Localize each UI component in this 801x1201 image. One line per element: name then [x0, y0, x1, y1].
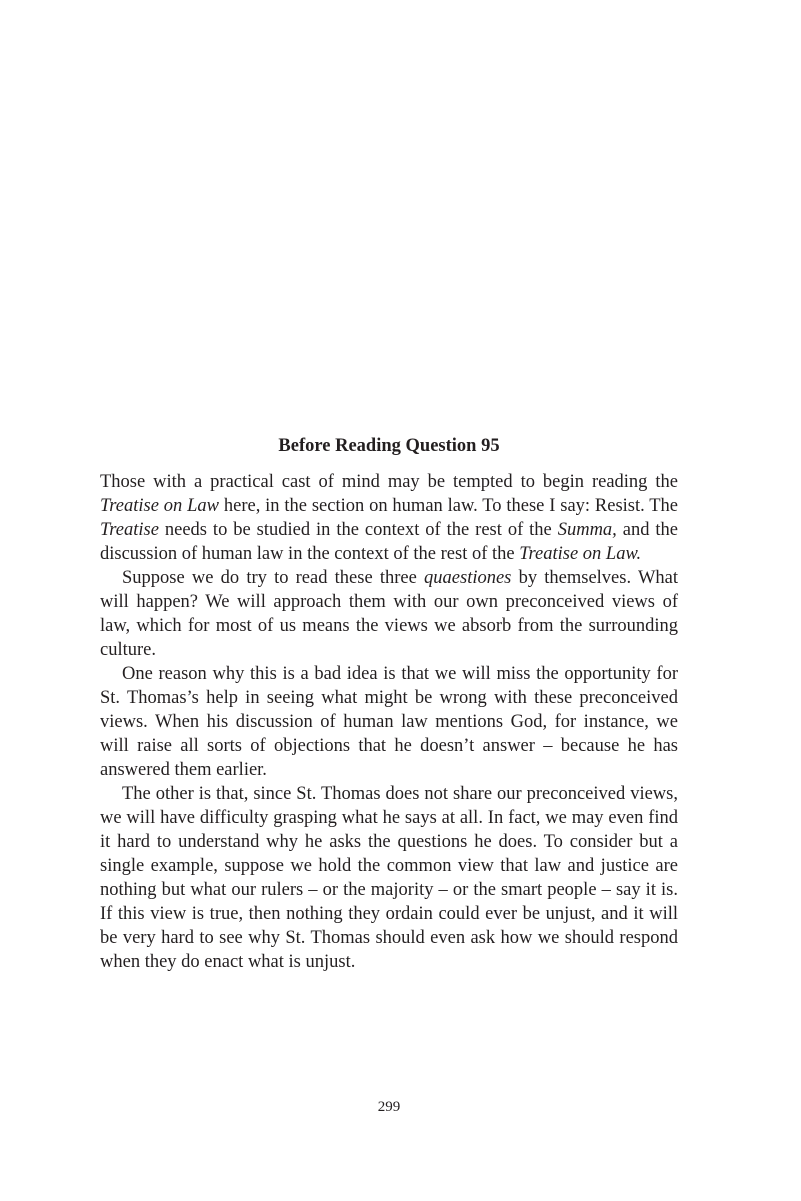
paragraph-1	[100, 470, 678, 566]
page-number: 299	[377, 1099, 401, 1115]
text-run: Suppose we do try to read these three	[122, 568, 425, 588]
italic-run: quaestiones	[424, 568, 512, 588]
section-heading: Before Reading Question 95	[278, 436, 500, 456]
body-text	[100, 470, 678, 974]
text-run: Those with a practical cast of mind may be tempted to begin reading the	[100, 472, 678, 492]
text-run: The other is that, since St. Thomas does not share our preconceived views, we will have difficulty grasping what he says at all. In fact, we may even find it hard to understand why he asks the questions he does. To consider but a single example, suppose we hold the common view that law and justice are nothing but what our rulers – or the majority – or the smart people – say it is. If this view is true, then nothing they ordain could ever be unjust, and it will be very hard to see why St. Thomas should even ask how we should respond when they do enact what is unjust.	[100, 784, 678, 972]
italic-run: Summa,	[557, 520, 617, 540]
paragraph-2	[100, 566, 678, 662]
italic-run: Treatise	[100, 520, 159, 540]
paragraph-4	[100, 782, 678, 974]
paragraph-3	[100, 662, 678, 782]
text-run: here, in the section on human law. To these I say: Resist. The	[219, 496, 679, 516]
text-run: needs to be studied in the context of the rest of the	[158, 520, 558, 540]
text-run: and the discussion of human law in the context of the rest of the	[100, 520, 678, 564]
text-run: by themselves. What will happen? We will approach them with our own preconceived views of law, which for most of us means the views we absorb from the surrounding culture.	[100, 568, 679, 660]
text-run: One reason why this is a bad idea is that we will miss the opportunity for St. Thomas’s help in seeing what might be wrong with these preconceived views. When his discussion of human law mentions God, for instance, we will raise all sorts of objections that he doesn’t answer – because he has answered them earlier.	[100, 664, 678, 780]
italic-run: Treatise on Law	[100, 496, 220, 516]
italic-run: Treatise on Law.	[519, 544, 642, 564]
